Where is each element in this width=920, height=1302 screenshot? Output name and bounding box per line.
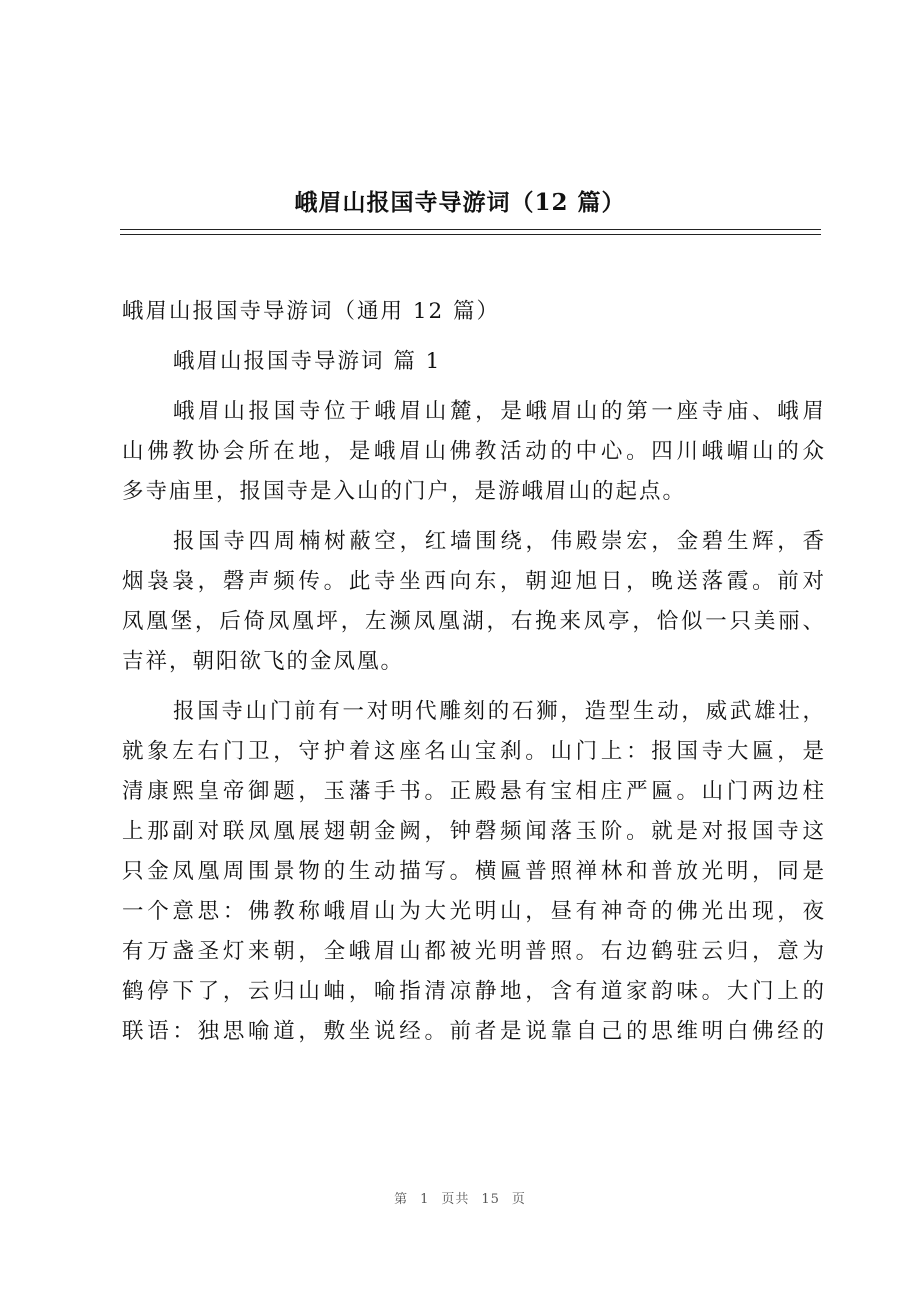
paragraph-line: 报国寺山门前有一对明代雕刻的石狮，造型生动，威武雄壮， — [173, 699, 824, 724]
footer-label-end: 页 — [511, 1192, 526, 1207]
footer-total-pages: 15 — [481, 1192, 500, 1207]
paragraph-line: 清康熙皇帝御题，玉藩手书。正殿悬有宝相庄严匾。山门两边柱 — [122, 779, 824, 804]
paragraph-line: 吉祥，朝阳欲飞的金凤凰。 — [122, 649, 405, 674]
footer-label-of: 页共 — [441, 1192, 470, 1207]
document-subtitle: 峨眉山报国寺导游词（通用 12 篇） — [122, 299, 501, 324]
paragraph-line: 峨眉山报国寺位于峨眉山麓，是峨眉山的第一座寺庙、峨眉 — [173, 399, 824, 424]
paragraph-2 — [122, 522, 824, 682]
paragraph-line: 烟袅袅，磬声频传。此寺坐西向东，朝迎旭日，晚送落霞。前对 — [122, 569, 824, 594]
paragraph-line: 多寺庙里，报国寺是入山的门户，是游峨眉山的起点。 — [122, 479, 687, 504]
paragraph-line: 凤凰堡，后倚凤凰坪，左濒凤凰湖，右挽来凤亭，恰似一只美丽、 — [122, 609, 824, 634]
section-heading: 峨眉山报国寺导游词 篇 1 — [173, 349, 442, 374]
paragraph-line: 只金凤凰周围景物的生动描写。横匾普照禅林和普放光明，同是 — [122, 859, 824, 884]
paragraph-line: 有万盏圣灯来朝，全峨眉山都被光明普照。右边鹤驻云归，意为 — [122, 939, 824, 964]
paragraph-line: 联语：独思喻道，敷坐说经。前者是说靠自己的思维明白佛经的 — [122, 1019, 824, 1044]
paragraph-1 — [122, 392, 824, 512]
paragraph-line: 鹤停下了，云归山岫，喻指清凉静地，含有道家韵味。大门上的 — [122, 979, 824, 1004]
document-body — [122, 292, 824, 1052]
footer-label-page: 第 — [394, 1192, 409, 1207]
paragraph-3 — [122, 692, 824, 1052]
paragraph-line: 一个意思：佛教称峨眉山为大光明山，昼有神奇的佛光出现，夜 — [122, 899, 824, 924]
paragraph-line: 报国寺四周楠树蔽空，红墙围绕，伟殿崇宏，金碧生辉，香 — [173, 529, 824, 554]
page-footer — [0, 1188, 920, 1207]
paragraph-line: 上那副对联凤凰展翅朝金阙，钟磬频闻落玉阶。就是对报国寺这 — [122, 819, 824, 844]
paragraph-line: 就象左右门卫，守护着这座名山宝刹。山门上：报国寺大匾，是 — [122, 739, 824, 764]
document-title: 峨眉山报国寺导游词（12 篇） — [294, 189, 626, 216]
footer-current-page: 1 — [420, 1192, 430, 1207]
title-rule-bottom — [120, 234, 821, 235]
title-rule-top — [120, 229, 821, 230]
paragraph-line: 山佛教协会所在地，是峨眉山佛教活动的中心。四川峨嵋山的众 — [122, 439, 824, 464]
